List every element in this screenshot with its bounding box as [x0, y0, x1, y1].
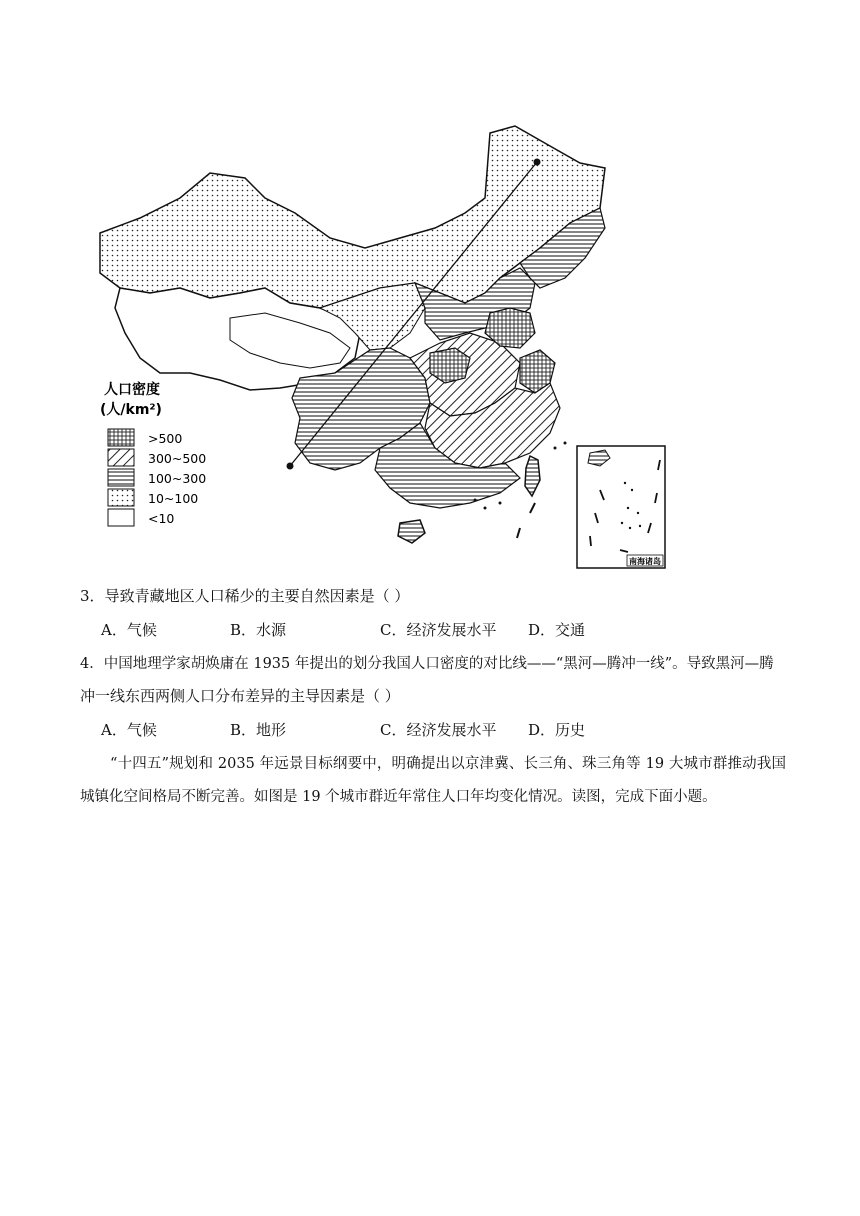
question-3-option-a[interactable]: [101, 620, 157, 640]
question-3-number: 3: [80, 587, 90, 605]
legend-unit: (人/km²): [100, 402, 162, 418]
question-4-option-a[interactable]: [101, 720, 157, 740]
option-text: 气候: [126, 621, 157, 639]
question-3-text: 导致青藏地区人口稀少的主要自然因素是（ ）: [104, 587, 410, 605]
option-text: 地形: [256, 721, 287, 739]
question-4-stem-line2: [80, 686, 400, 706]
option-key: A．: [101, 721, 127, 739]
south-sea-inset: [577, 446, 665, 568]
map-legend: [100, 381, 206, 526]
legend-label-diagonal: 300~500: [148, 451, 207, 466]
legend-label-horizontal: 100~300: [148, 471, 207, 486]
question-4-option-d[interactable]: [528, 720, 585, 740]
legend-label-blank: <10: [148, 511, 175, 526]
nine-dash-marks-main: [517, 503, 535, 538]
question-4-option-c[interactable]: [380, 720, 497, 740]
passage-text: “十四五”规划和 2035 年远景目标纲要中，明确提出以京津冀、长三角、珠三角等 19 大城市群推动我国城镇化空间格局不断完善。如图是 19 个城市群近年常住人口年均变化情况。读图，完成下面小题。: [80, 756, 786, 805]
option-key: C．: [380, 721, 407, 739]
option-key: D．: [528, 621, 556, 639]
heihe-point: [534, 159, 541, 166]
option-text: 经济发展水平: [406, 621, 497, 639]
region-hainan: [398, 520, 425, 543]
question-3-option-c[interactable]: [380, 620, 497, 640]
population-density-map: [80, 118, 680, 578]
option-key: B．: [230, 721, 257, 739]
option-text: 水源: [256, 621, 287, 639]
option-text: 历史: [555, 721, 586, 739]
region-taiwan: [525, 456, 540, 496]
legend-label-grid: >500: [148, 431, 183, 446]
question-4-text-1: 中国地理学家胡焕庸在 1935 年提出的划分我国人口密度的对比线——“黑河—腾冲一线”。导致黑河—腾: [103, 656, 774, 672]
option-text: 经济发展水平: [406, 721, 497, 739]
tengchong-point: [287, 463, 294, 470]
legend-label-dots: 10~100: [148, 491, 199, 506]
question-3-stem: 3．导致青藏地区人口稀少的主要自然因素是（ ）: [80, 587, 410, 605]
china-map-svg: [80, 118, 680, 578]
legend-title: 人口密度: [104, 382, 160, 398]
option-text: 交通: [555, 621, 586, 639]
question-3-option-d[interactable]: [528, 620, 585, 640]
option-key: B．: [230, 621, 257, 639]
option-key: A．: [101, 621, 127, 639]
option-key: C．: [380, 621, 407, 639]
question-4-number: 4: [80, 656, 90, 672]
passage-paragraph: [80, 748, 786, 814]
option-text: 气候: [126, 721, 157, 739]
question-3-option-b[interactable]: [230, 620, 286, 640]
question-4-option-b[interactable]: [230, 720, 286, 740]
option-key: D．: [528, 721, 556, 739]
inset-label: 南海诸岛: [629, 557, 661, 566]
question-4-stem-line1: 4．中国地理学家胡焕庸在 1935 年提出的划分我国人口密度的对比线——“黑河—腾冲一线”。导致黑河—腾: [80, 656, 774, 672]
question-4-text-2: 冲一线东西两侧人口分布差异的主导因素是（ ）: [80, 687, 400, 705]
